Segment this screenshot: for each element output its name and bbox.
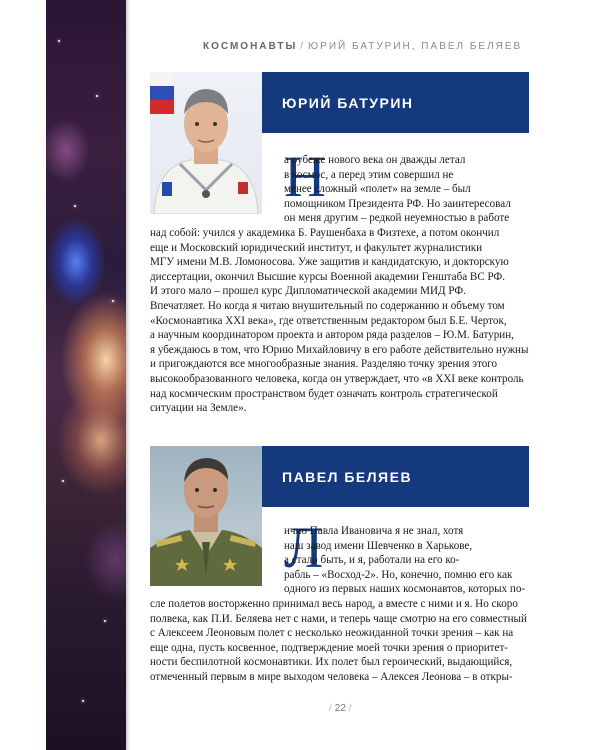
article-title: ПАВЕЛ БЕЛЯЕВ bbox=[282, 468, 413, 485]
text-line: менее сложный «полет» на земле – был bbox=[284, 183, 471, 196]
section-title: КОСМОНАВТЫ bbox=[203, 41, 298, 52]
text-line: одного из первых наших космонавтов, которых по- bbox=[284, 583, 526, 596]
text-line: ситуации на Земле». bbox=[150, 402, 247, 415]
text-line: ности беспилотной космонавтики. Их полет был героический, выдающийся, bbox=[150, 656, 513, 669]
text-line: И этого мало – прошел курс Дипломатической академии МИД РФ. bbox=[150, 285, 466, 298]
name-banner-belyaev bbox=[262, 446, 529, 507]
text-line: «Космонавтика XXI века», где ответственным редактором был Б.Е. Черток, bbox=[150, 314, 507, 327]
page-number: / 22 / bbox=[329, 703, 352, 714]
text-line: я убеждаюсь в том, что Юрию Михайловичу в его работе действительно нужны bbox=[150, 343, 529, 356]
text-line: Впечатляет. Но когда я читаю внушительный по содержанию и объему том bbox=[150, 299, 505, 312]
text-line: отмеченный первым в мире выходом человека – Алексея Леонова – в откры- bbox=[150, 670, 513, 683]
text-line: диссертации, окончил Высшие курсы Военной академии Генштаба ВС РФ. bbox=[150, 270, 506, 283]
article-body-belyaev bbox=[150, 524, 530, 685]
drop-cap: Л bbox=[284, 515, 324, 580]
text-line: помощником Президента РФ. Но заинтересовал bbox=[284, 197, 511, 210]
page-gutter bbox=[126, 0, 130, 750]
header-separator: / bbox=[300, 41, 306, 52]
text-line: наш завод имени Шевченко в Харькове, bbox=[284, 539, 473, 552]
section-subtitle: ЮРИЙ БАТУРИН, ПАВЕЛ БЕЛЯЕВ bbox=[308, 41, 523, 52]
text-line: и пригождаются все многообразные знания. Разделяю точку зрения этого bbox=[150, 358, 498, 371]
text-line: а научным координатором проекта и автором ряда разделов – Ю.М. Батурин, bbox=[150, 329, 514, 342]
drop-cap: Н bbox=[284, 144, 326, 209]
name-banner-baturin bbox=[262, 72, 529, 133]
text-line: с Алексеем Леоновым полет с несколько неожиданной точки зрения – как на bbox=[150, 627, 514, 640]
page-number-value: 22 bbox=[334, 703, 346, 714]
text-line: ично Павла Ивановича я не знал, хотя bbox=[284, 525, 464, 537]
text-line: а стало быть, и я, работали на его ко- bbox=[284, 554, 460, 567]
text-line: рабль – «Восход-2». Но, конечно, помню его как bbox=[284, 568, 513, 581]
text-line: МГУ имени М.В. Ломоносова. Уже защитив и кандидатскую, и докторскую bbox=[150, 256, 509, 269]
text-line: над космическим пространством будет означать контроль стратегической bbox=[150, 387, 498, 400]
text-line: над собой: учился у академика Б. Раушенбаха в Физтехе, а потом окончил bbox=[150, 226, 500, 239]
article-title: ЮРИЙ БАТУРИН bbox=[282, 94, 414, 111]
space-nebula-image bbox=[46, 0, 126, 750]
text-line: в космос, а перед этим совершил не bbox=[284, 168, 454, 181]
text-line: а рубеже нового века он дважды летал bbox=[284, 154, 466, 166]
text-line: еще и Московский юридический институт, и факультет журналистики bbox=[150, 241, 483, 254]
text-line: он меня другим – редкой неуемностью в работе bbox=[284, 212, 510, 225]
running-header bbox=[203, 41, 522, 52]
text-line: высокообразованного человека, когда он утверждает, что «в XXI веке контроль bbox=[150, 372, 524, 385]
text-line: полвека, как П.И. Беляева нет с нами, и теперь чаще смотрю на его совместный bbox=[150, 612, 527, 625]
text-line: еще одна, пусть косвенное, подтверждение моей точки зрения о приоритет- bbox=[150, 641, 509, 654]
text-line: сле полетов восторженно принимал весь народ, а вместе с ними и я. Но скоро bbox=[150, 597, 518, 610]
article-body-baturin bbox=[150, 153, 530, 416]
